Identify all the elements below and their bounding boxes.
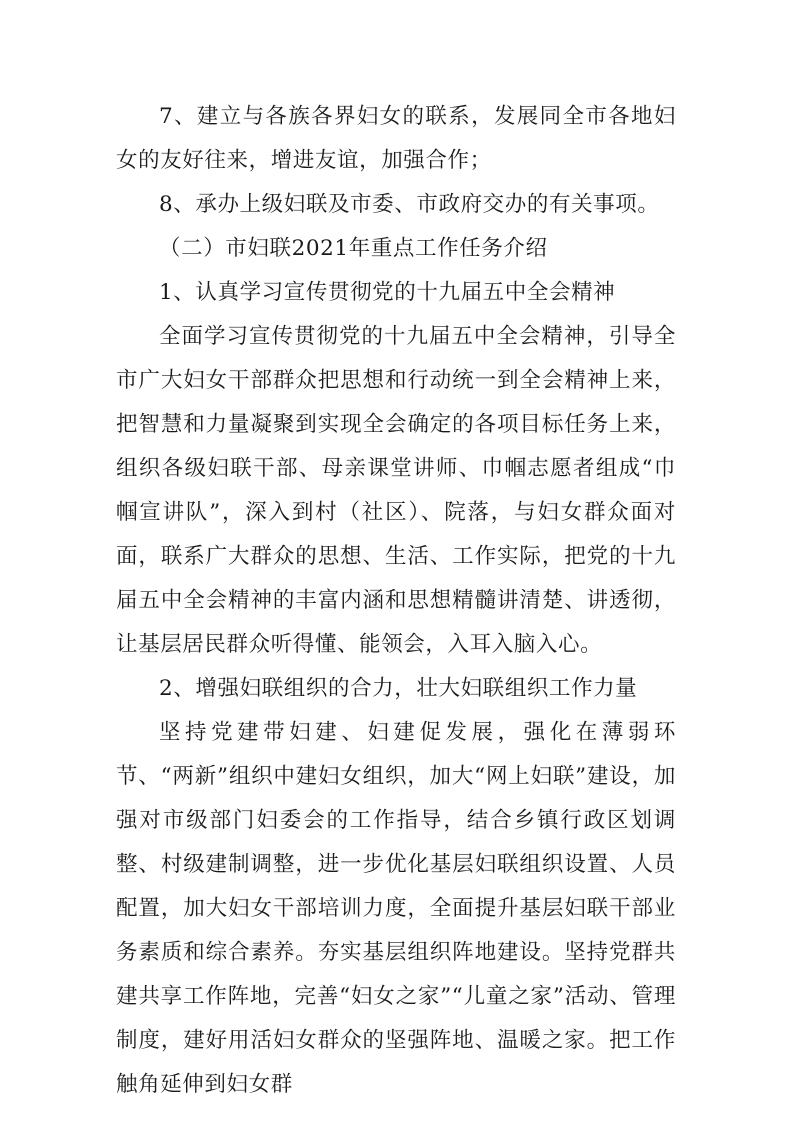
subheading-1: 1、认真学习宣传贯彻党的十九届五中全会精神 — [159, 280, 616, 305]
paragraph-item-8: 8、承办上级妇联及市委、市政府交办的有关事项。 — [159, 192, 660, 217]
section-heading: （二）市妇联2021年重点工作任务介绍 — [159, 236, 548, 261]
document-body — [116, 95, 676, 1107]
paragraph-body-1: 全面学习宣传贯彻党的十九届五中全会精神，引导全市广大妇女干部群众把思想和行动统一到全会精神上来，把智慧和力量凝聚到实现全会确定的各项目标任务上来，组织各级妇联干部、母亲课堂讲师、巾帼志愿者组成“巾帼宣讲队”，深入到村（社区）、院落，与妇女群众面对面，联系广大群众的思想、生活、工作实际，把党的十九届五中全会精神的丰富内涵和思想精髓讲清楚、讲透彻，让基层居民群众听得懂、能领会，入耳入脑入心。 — [116, 324, 676, 657]
paragraph-body-2: 坚持党建带妇建、妇建促发展，强化在薄弱环节、“两新”组织中建妇女组织，加大“网上妇联”建设，加强对市级部门妇委会的工作指导，结合乡镇行政区划调整、村级建制调整，进一步优化基层妇联组织设置、人员配置，加大妇女干部培训力度，全面提升基层妇联干部业务素质和综合素养。夯实基层组织阵地建设。坚持党群共建共享工作阵地，完善“妇女之家”“儿童之家”活动、管理制度，建好用活妇女群众的坚强阵地、温暖之家。把工作触角延伸到妇女群 — [116, 720, 676, 1097]
subheading-2: 2、增强妇联组织的合力，壮大妇联组织工作力量 — [159, 676, 638, 701]
paragraph-item-7: 7、建立与各族各界妇女的联系，发展同全市各地妇女的友好往来，增进友谊，加强合作； — [116, 104, 676, 173]
